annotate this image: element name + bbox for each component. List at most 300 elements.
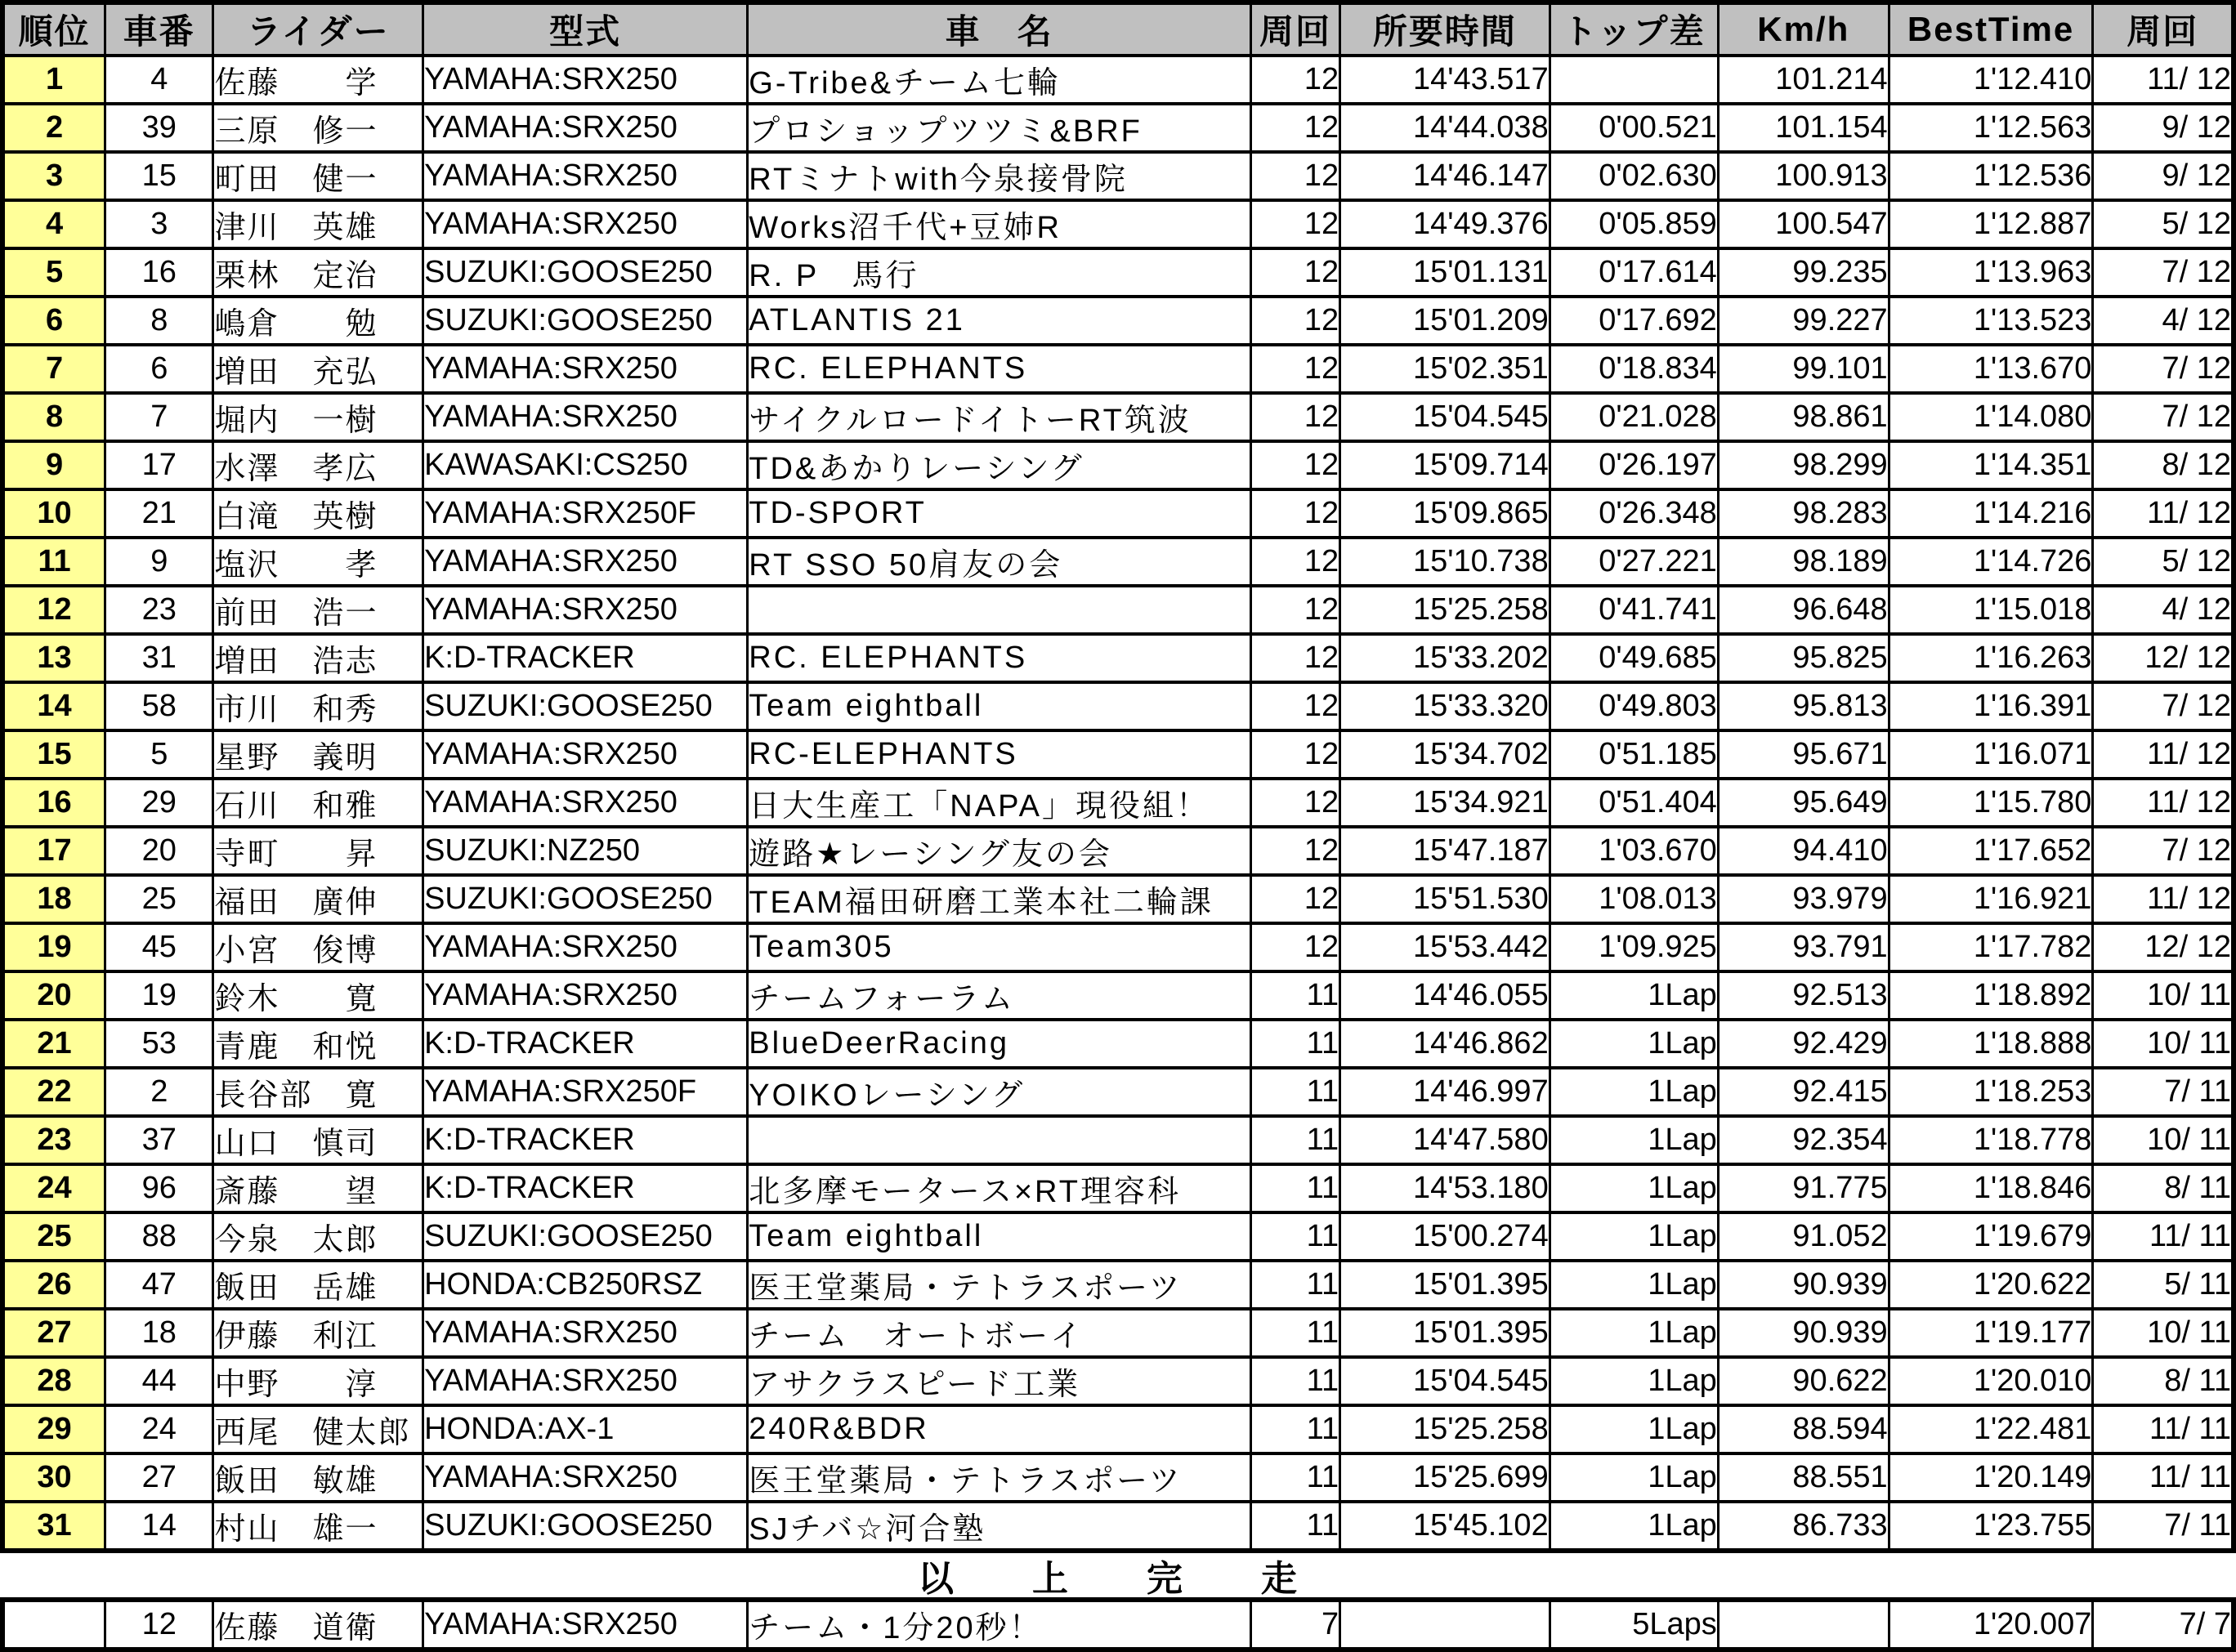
model-cell: K:D-TRACKER — [423, 1020, 748, 1068]
gap-cell: 0'26.197 — [1550, 441, 1718, 489]
bestlap-cell: 7/ 12 — [2093, 827, 2234, 875]
table-row — [2, 923, 2234, 971]
team-cell — [748, 586, 1251, 634]
kmh-cell: 98.861 — [1718, 393, 1889, 441]
car-number-cell: 39 — [105, 104, 213, 152]
team-cell: G-Tribe&チーム七輪 — [748, 56, 1251, 104]
rank-cell: 15 — [2, 730, 105, 779]
team-cell: RC. ELEPHANTS — [748, 634, 1251, 682]
total-time-cell: 14'47.580 — [1340, 1116, 1550, 1164]
col-header-time: 所要時間 — [1340, 2, 1550, 56]
gap-cell: 0'26.348 — [1550, 489, 1718, 538]
team-cell: Team305 — [748, 923, 1251, 971]
kmh-cell: 94.410 — [1718, 827, 1889, 875]
team-cell: チーム・1分20秒！ — [748, 1600, 1251, 1650]
model-cell: YAMAHA:SRX250 — [423, 586, 748, 634]
laps-cell: 11 — [1250, 971, 1339, 1020]
model-cell: YAMAHA:SRX250 — [423, 779, 748, 827]
bestlap-cell: 8/ 12 — [2093, 441, 2234, 489]
car-number-cell: 5 — [105, 730, 213, 779]
laps-cell: 12 — [1250, 104, 1339, 152]
rider-cell: 町田 健一 — [213, 152, 423, 200]
kmh-cell: 101.214 — [1718, 56, 1889, 104]
laps-cell: 12 — [1250, 875, 1339, 923]
total-time-cell: 14'44.038 — [1340, 104, 1550, 152]
table-row — [2, 538, 2234, 586]
model-cell: YAMAHA:SRX250 — [423, 56, 748, 104]
bestlap-cell: 4/ 12 — [2093, 586, 2234, 634]
besttime-cell: 1'20.622 — [1889, 1261, 2093, 1309]
besttime-cell: 1'12.536 — [1889, 152, 2093, 200]
rider-cell: 増田 浩志 — [213, 634, 423, 682]
car-number-cell: 88 — [105, 1212, 213, 1261]
total-time-cell: 15'53.442 — [1340, 923, 1550, 971]
gap-cell: 0'27.221 — [1550, 538, 1718, 586]
bestlap-cell: 5/ 12 — [2093, 200, 2234, 248]
car-number-cell: 14 — [105, 1502, 213, 1551]
total-time-cell: 14'46.147 — [1340, 152, 1550, 200]
rider-cell: 前田 浩一 — [213, 586, 423, 634]
table-row — [2, 1357, 2234, 1405]
laps-cell: 12 — [1250, 248, 1339, 297]
rank-cell: 17 — [2, 827, 105, 875]
team-cell: ATLANTIS 21 — [748, 297, 1251, 345]
table-row — [2, 634, 2234, 682]
besttime-cell: 1'14.351 — [1889, 441, 2093, 489]
team-cell: 日大生産工「NAPA」現役組！ — [748, 779, 1251, 827]
rank-cell: 19 — [2, 923, 105, 971]
laps-cell: 11 — [1250, 1020, 1339, 1068]
besttime-cell: 1'16.921 — [1889, 875, 2093, 923]
table-row — [2, 152, 2234, 200]
gap-cell: 0'02.630 — [1550, 152, 1718, 200]
team-cell: RT SSO 50肩友の会 — [748, 538, 1251, 586]
retired-row — [2, 1600, 2234, 1650]
table-row — [2, 1405, 2234, 1453]
bestlap-cell: 12/ 12 — [2093, 923, 2234, 971]
bestlap-cell: 10/ 11 — [2093, 1020, 2234, 1068]
car-number-cell: 12 — [105, 1600, 213, 1650]
laps-cell: 12 — [1250, 538, 1339, 586]
kmh-cell: 93.979 — [1718, 875, 1889, 923]
gap-cell: 0'49.685 — [1550, 634, 1718, 682]
table-row — [2, 1116, 2234, 1164]
besttime-cell: 1'12.887 — [1889, 200, 2093, 248]
rank-cell: 9 — [2, 441, 105, 489]
car-number-cell: 8 — [105, 297, 213, 345]
table-row — [2, 489, 2234, 538]
total-time-cell: 15'01.395 — [1340, 1261, 1550, 1309]
bestlap-cell: 4/ 12 — [2093, 297, 2234, 345]
rider-cell: 石川 和雅 — [213, 779, 423, 827]
car-number-cell: 20 — [105, 827, 213, 875]
table-row — [2, 730, 2234, 779]
model-cell: YAMAHA:SRX250 — [423, 971, 748, 1020]
model-cell: YAMAHA:SRX250F — [423, 489, 748, 538]
rider-cell: 飯田 敏雄 — [213, 1453, 423, 1502]
total-time-cell: 15'09.865 — [1340, 489, 1550, 538]
bestlap-cell: 7/ 11 — [2093, 1502, 2234, 1551]
rider-cell: 山口 慎司 — [213, 1116, 423, 1164]
team-cell: 医王堂薬局・テトラスポーツ — [748, 1453, 1251, 1502]
kmh-cell: 99.101 — [1718, 345, 1889, 393]
rank-cell: 23 — [2, 1116, 105, 1164]
laps-cell: 12 — [1250, 923, 1339, 971]
rank-cell: 29 — [2, 1405, 105, 1453]
gap-cell: 0'49.803 — [1550, 682, 1718, 730]
kmh-cell: 88.551 — [1718, 1453, 1889, 1502]
team-cell: Works沼千代+豆姉R — [748, 200, 1251, 248]
bestlap-cell: 11/ 11 — [2093, 1453, 2234, 1502]
table-row — [2, 1453, 2234, 1502]
bestlap-cell: 7/ 12 — [2093, 682, 2234, 730]
rank-cell: 18 — [2, 875, 105, 923]
bestlap-cell: 11/ 12 — [2093, 779, 2234, 827]
kmh-cell: 90.939 — [1718, 1261, 1889, 1309]
laps-cell: 11 — [1250, 1164, 1339, 1212]
total-time-cell: 14'53.180 — [1340, 1164, 1550, 1212]
gap-cell: 1Lap — [1550, 1309, 1718, 1357]
gap-cell: 1'08.013 — [1550, 875, 1718, 923]
bestlap-cell: 10/ 11 — [2093, 971, 2234, 1020]
team-cell: チーム オートボーイ — [748, 1309, 1251, 1357]
total-time-cell — [1340, 1600, 1550, 1650]
model-cell: YAMAHA:SRX250 — [423, 1357, 748, 1405]
total-time-cell: 15'34.921 — [1340, 779, 1550, 827]
total-time-cell: 14'46.055 — [1340, 971, 1550, 1020]
kmh-cell: 95.649 — [1718, 779, 1889, 827]
model-cell: YAMAHA:SRX250F — [423, 1068, 748, 1116]
model-cell: YAMAHA:SRX250 — [423, 345, 748, 393]
results-body — [2, 56, 2234, 1551]
model-cell: YAMAHA:SRX250 — [423, 104, 748, 152]
rank-cell: 13 — [2, 634, 105, 682]
kmh-cell: 99.227 — [1718, 297, 1889, 345]
gap-cell: 0'21.028 — [1550, 393, 1718, 441]
total-time-cell: 15'02.351 — [1340, 345, 1550, 393]
laps-cell: 12 — [1250, 200, 1339, 248]
kmh-cell: 98.299 — [1718, 441, 1889, 489]
besttime-cell: 1'23.755 — [1889, 1502, 2093, 1551]
model-cell: SUZUKI:GOOSE250 — [423, 1212, 748, 1261]
total-time-cell: 14'49.376 — [1340, 200, 1550, 248]
laps-cell: 12 — [1250, 586, 1339, 634]
laps-cell: 12 — [1250, 152, 1339, 200]
rank-cell: 11 — [2, 538, 105, 586]
rider-cell: 栗林 定治 — [213, 248, 423, 297]
total-time-cell: 15'33.202 — [1340, 634, 1550, 682]
bestlap-cell: 7/ 12 — [2093, 393, 2234, 441]
besttime-cell: 1'18.846 — [1889, 1164, 2093, 1212]
total-time-cell: 15'10.738 — [1340, 538, 1550, 586]
besttime-cell: 1'14.080 — [1889, 393, 2093, 441]
bestlap-cell: 10/ 11 — [2093, 1116, 2234, 1164]
besttime-cell: 1'18.888 — [1889, 1020, 2093, 1068]
besttime-cell: 1'19.177 — [1889, 1309, 2093, 1357]
kmh-cell: 92.415 — [1718, 1068, 1889, 1116]
gap-cell: 1Lap — [1550, 1164, 1718, 1212]
bestlap-cell: 7/ 12 — [2093, 345, 2234, 393]
model-cell: K:D-TRACKER — [423, 1116, 748, 1164]
kmh-cell: 92.354 — [1718, 1116, 1889, 1164]
gap-cell: 0'17.692 — [1550, 297, 1718, 345]
car-number-cell: 19 — [105, 971, 213, 1020]
col-header-model: 型式 — [423, 2, 748, 56]
gap-cell: 1Lap — [1550, 971, 1718, 1020]
gap-cell: 1Lap — [1550, 1502, 1718, 1551]
bestlap-cell: 8/ 11 — [2093, 1357, 2234, 1405]
col-header-team: 車 名 — [748, 2, 1251, 56]
laps-cell: 12 — [1250, 441, 1339, 489]
besttime-cell: 1'19.679 — [1889, 1212, 2093, 1261]
model-cell: SUZUKI:NZ250 — [423, 827, 748, 875]
laps-cell: 12 — [1250, 489, 1339, 538]
car-number-cell: 96 — [105, 1164, 213, 1212]
car-number-cell: 21 — [105, 489, 213, 538]
bestlap-cell: 11/ 11 — [2093, 1212, 2234, 1261]
table-row — [2, 1164, 2234, 1212]
team-cell: Team eightball — [748, 1212, 1251, 1261]
bestlap-cell: 11/ 11 — [2093, 1405, 2234, 1453]
car-number-cell: 9 — [105, 538, 213, 586]
model-cell: SUZUKI:GOOSE250 — [423, 297, 748, 345]
model-cell: SUZUKI:GOOSE250 — [423, 248, 748, 297]
total-time-cell: 14'46.862 — [1340, 1020, 1550, 1068]
besttime-cell: 1'13.523 — [1889, 297, 2093, 345]
kmh-cell: 92.513 — [1718, 971, 1889, 1020]
rider-cell: 佐藤 道衛 — [213, 1600, 423, 1650]
model-cell: YAMAHA:SRX250 — [423, 1453, 748, 1502]
rank-cell: 20 — [2, 971, 105, 1020]
laps-cell: 11 — [1250, 1261, 1339, 1309]
car-number-cell: 15 — [105, 152, 213, 200]
table-row — [2, 971, 2234, 1020]
besttime-cell: 1'20.007 — [1889, 1600, 2093, 1650]
gap-cell: 0'05.859 — [1550, 200, 1718, 248]
rider-cell: 飯田 岳雄 — [213, 1261, 423, 1309]
gap-cell: 1Lap — [1550, 1405, 1718, 1453]
rank-cell: 24 — [2, 1164, 105, 1212]
rider-cell: 白滝 英樹 — [213, 489, 423, 538]
kmh-cell: 95.813 — [1718, 682, 1889, 730]
table-row — [2, 297, 2234, 345]
kmh-cell: 100.547 — [1718, 200, 1889, 248]
car-number-cell: 6 — [105, 345, 213, 393]
team-cell: RTミナトwith今泉接骨院 — [748, 152, 1251, 200]
kmh-cell: 91.052 — [1718, 1212, 1889, 1261]
table-row — [2, 1261, 2234, 1309]
total-time-cell: 15'01.131 — [1340, 248, 1550, 297]
col-header-car: 車番 — [105, 2, 213, 56]
model-cell: HONDA:AX-1 — [423, 1405, 748, 1453]
gap-cell: 5Laps — [1550, 1600, 1718, 1650]
table-row — [2, 393, 2234, 441]
bestlap-cell: 7/ 7 — [2093, 1600, 2234, 1650]
team-cell: BlueDeerRacing — [748, 1020, 1251, 1068]
gap-cell: 1Lap — [1550, 1020, 1718, 1068]
besttime-cell: 1'15.780 — [1889, 779, 2093, 827]
team-cell: 医王堂薬局・テトラスポーツ — [748, 1261, 1251, 1309]
total-time-cell: 15'00.274 — [1340, 1212, 1550, 1261]
car-number-cell: 44 — [105, 1357, 213, 1405]
kmh-cell: 99.235 — [1718, 248, 1889, 297]
model-cell: YAMAHA:SRX250 — [423, 393, 748, 441]
laps-cell: 11 — [1250, 1068, 1339, 1116]
rank-cell: 28 — [2, 1357, 105, 1405]
car-number-cell: 3 — [105, 200, 213, 248]
kmh-cell: 86.733 — [1718, 1502, 1889, 1551]
car-number-cell: 7 — [105, 393, 213, 441]
gap-cell: 1Lap — [1550, 1212, 1718, 1261]
car-number-cell: 23 — [105, 586, 213, 634]
gap-cell: 1Lap — [1550, 1068, 1718, 1116]
team-cell — [748, 1116, 1251, 1164]
finishers-separator — [0, 1553, 2236, 1597]
team-cell: サイクルロードイトーRT筑波 — [748, 393, 1251, 441]
rank-cell: 2 — [2, 104, 105, 152]
car-number-cell: 24 — [105, 1405, 213, 1453]
gap-cell: 1'09.925 — [1550, 923, 1718, 971]
laps-cell: 12 — [1250, 56, 1339, 104]
car-number-cell: 29 — [105, 779, 213, 827]
laps-cell: 11 — [1250, 1116, 1339, 1164]
team-cell: TD&あかりレーシング — [748, 441, 1251, 489]
total-time-cell: 14'43.517 — [1340, 56, 1550, 104]
rider-cell: 福田 廣伸 — [213, 875, 423, 923]
kmh-cell: 95.671 — [1718, 730, 1889, 779]
laps-cell: 12 — [1250, 297, 1339, 345]
kmh-cell: 93.791 — [1718, 923, 1889, 971]
gap-cell: 1Lap — [1550, 1116, 1718, 1164]
model-cell: YAMAHA:SRX250 — [423, 730, 748, 779]
col-header-rank: 順位 — [2, 2, 105, 56]
rank-cell: 30 — [2, 1453, 105, 1502]
besttime-cell: 1'22.481 — [1889, 1405, 2093, 1453]
team-cell: TD-SPORT — [748, 489, 1251, 538]
table-row — [2, 1309, 2234, 1357]
rider-cell: 中野 淳 — [213, 1357, 423, 1405]
laps-cell: 11 — [1250, 1453, 1339, 1502]
besttime-cell: 1'18.253 — [1889, 1068, 2093, 1116]
besttime-cell: 1'17.652 — [1889, 827, 2093, 875]
retired-table — [0, 1597, 2236, 1652]
total-time-cell: 15'33.320 — [1340, 682, 1550, 730]
kmh-cell: 91.775 — [1718, 1164, 1889, 1212]
total-time-cell: 15'34.702 — [1340, 730, 1550, 779]
rank-cell: 6 — [2, 297, 105, 345]
team-cell: TEAM福田研磨工業本社二輪課 — [748, 875, 1251, 923]
besttime-cell: 1'16.263 — [1889, 634, 2093, 682]
kmh-cell: 100.913 — [1718, 152, 1889, 200]
model-cell: YAMAHA:SRX250 — [423, 923, 748, 971]
car-number-cell: 27 — [105, 1453, 213, 1502]
kmh-cell: 90.939 — [1718, 1309, 1889, 1357]
rider-cell: 堀内 一樹 — [213, 393, 423, 441]
laps-cell: 12 — [1250, 345, 1339, 393]
model-cell: YAMAHA:SRX250 — [423, 538, 748, 586]
total-time-cell: 15'51.530 — [1340, 875, 1550, 923]
team-cell: アサクラスピード工業 — [748, 1357, 1251, 1405]
col-header-bestlap: 周回 — [2093, 2, 2234, 56]
besttime-cell: 1'14.216 — [1889, 489, 2093, 538]
team-cell: チームフォーラム — [748, 971, 1251, 1020]
col-header-laps: 周回 — [1250, 2, 1339, 56]
model-cell: K:D-TRACKER — [423, 1164, 748, 1212]
rank-cell: 12 — [2, 586, 105, 634]
besttime-cell: 1'20.010 — [1889, 1357, 2093, 1405]
car-number-cell: 58 — [105, 682, 213, 730]
kmh-cell: 95.825 — [1718, 634, 1889, 682]
table-row — [2, 104, 2234, 152]
gap-cell: 0'41.741 — [1550, 586, 1718, 634]
team-cell: SJチバ☆河合塾 — [748, 1502, 1251, 1551]
rank-cell: 1 — [2, 56, 105, 104]
bestlap-cell: 10/ 11 — [2093, 1309, 2234, 1357]
table-row — [2, 827, 2234, 875]
table-row — [2, 875, 2234, 923]
rank-cell: 5 — [2, 248, 105, 297]
total-time-cell: 15'09.714 — [1340, 441, 1550, 489]
gap-cell — [1550, 56, 1718, 104]
table-row — [2, 1020, 2234, 1068]
rider-cell: 水澤 孝広 — [213, 441, 423, 489]
team-cell: 遊路★レーシング友の会 — [748, 827, 1251, 875]
bestlap-cell: 11/ 12 — [2093, 56, 2234, 104]
gap-cell: 0'51.185 — [1550, 730, 1718, 779]
rider-cell: 市川 和秀 — [213, 682, 423, 730]
gap-cell: 0'00.521 — [1550, 104, 1718, 152]
besttime-cell: 1'18.778 — [1889, 1116, 2093, 1164]
bestlap-cell: 9/ 12 — [2093, 152, 2234, 200]
model-cell: YAMAHA:SRX250 — [423, 152, 748, 200]
finishers-separator-label: 以 上 完 走 — [918, 1559, 1318, 1599]
gap-cell: 0'18.834 — [1550, 345, 1718, 393]
kmh-cell: 92.429 — [1718, 1020, 1889, 1068]
laps-cell: 12 — [1250, 634, 1339, 682]
team-cell: 240R&BDR — [748, 1405, 1251, 1453]
laps-cell: 12 — [1250, 827, 1339, 875]
car-number-cell: 47 — [105, 1261, 213, 1309]
rider-cell: 鈴木 寛 — [213, 971, 423, 1020]
besttime-cell: 1'12.410 — [1889, 56, 2093, 104]
model-cell: KAWASAKI:CS250 — [423, 441, 748, 489]
header-row — [2, 2, 2234, 56]
laps-cell: 11 — [1250, 1309, 1339, 1357]
besttime-cell: 1'16.071 — [1889, 730, 2093, 779]
laps-cell: 7 — [1250, 1600, 1339, 1650]
car-number-cell: 53 — [105, 1020, 213, 1068]
rider-cell: 西尾 健太郎 — [213, 1405, 423, 1453]
rank-cell: 3 — [2, 152, 105, 200]
rider-cell: 伊藤 利江 — [213, 1309, 423, 1357]
table-row — [2, 200, 2234, 248]
model-cell: SUZUKI:GOOSE250 — [423, 682, 748, 730]
team-cell: RC. ELEPHANTS — [748, 345, 1251, 393]
gap-cell: 0'17.614 — [1550, 248, 1718, 297]
rider-cell: 小宮 俊博 — [213, 923, 423, 971]
rank-cell: 25 — [2, 1212, 105, 1261]
besttime-cell: 1'13.963 — [1889, 248, 2093, 297]
rider-cell: 星野 義明 — [213, 730, 423, 779]
rider-cell: 今泉 太郎 — [213, 1212, 423, 1261]
rider-cell: 三原 修一 — [213, 104, 423, 152]
total-time-cell: 15'25.258 — [1340, 586, 1550, 634]
car-number-cell: 16 — [105, 248, 213, 297]
team-cell: YOIKOレーシング — [748, 1068, 1251, 1116]
car-number-cell: 4 — [105, 56, 213, 104]
total-time-cell: 15'47.187 — [1340, 827, 1550, 875]
bestlap-cell: 11/ 12 — [2093, 875, 2234, 923]
